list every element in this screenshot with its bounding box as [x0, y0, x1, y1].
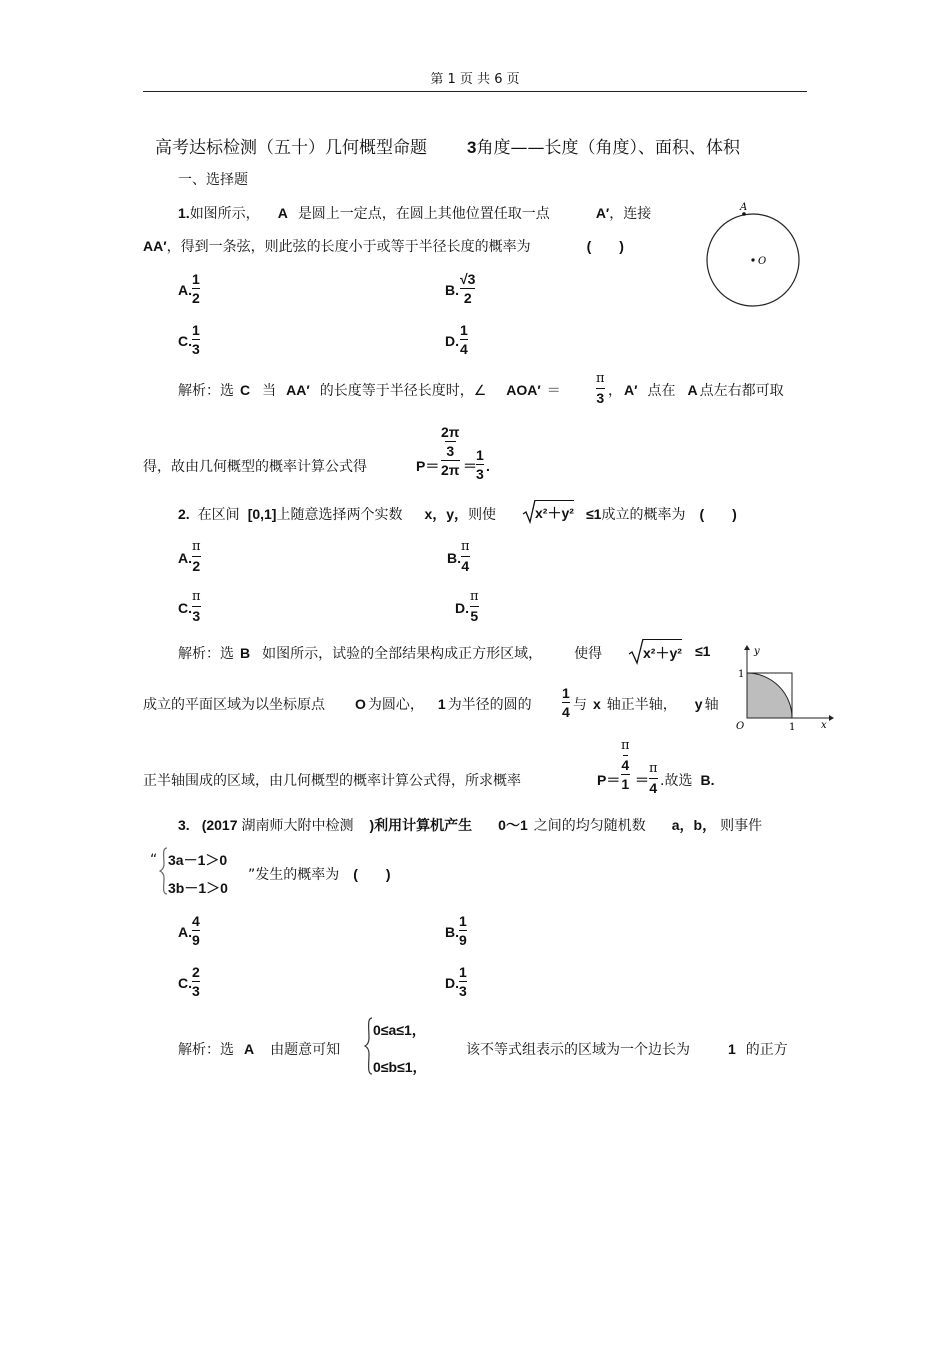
q1-sol-text-e: 点左右都可取: [699, 383, 784, 399]
q2-sol2-o: O: [355, 696, 366, 712]
q1-option-c-label: C.: [178, 333, 192, 349]
title-right: 角度——长度（角度）、面积、体积: [476, 138, 740, 158]
page-number-label: 第 1 页 共 6 页: [430, 72, 520, 87]
q1-sol2-1: 1: [476, 447, 484, 463]
q1-option-d-label: D.: [445, 333, 459, 349]
q1-sol2-p: P＝: [416, 458, 440, 474]
q1-option-a-frac: [192, 271, 200, 306]
q2-sol3-text-b: .故选: [660, 773, 693, 789]
q3-option-a-frac: [192, 913, 200, 948]
q2-sol2-quarter-frac: [562, 685, 570, 720]
x-axis-arrow: [829, 715, 834, 721]
q1-option-b-label: B.: [445, 282, 459, 298]
q1-option-b-frac: [460, 271, 475, 306]
q3-line1: [178, 815, 762, 835]
q2-sol2-y: y: [694, 696, 703, 712]
q2-sol-choice: B: [240, 645, 251, 661]
q2-number: 2.: [178, 506, 190, 522]
q2-sol3-4: 4: [621, 757, 630, 773]
q1-d-den: 4: [460, 341, 468, 357]
q3-text-a: 之间的均匀随机数: [533, 818, 646, 834]
q2-text-d: 成立的概率为: [601, 507, 686, 523]
q1-c-den: 3: [192, 341, 200, 357]
q2-sol2-text-d: 与: [573, 697, 587, 713]
q3-src-year: (2017: [201, 817, 238, 833]
q3-sol-ineq-2: 0≤b≤1，: [373, 1059, 427, 1075]
q2-le1: ≤1: [586, 506, 602, 522]
q2-solution-line2-end: [573, 694, 719, 714]
section-heading: 一、选择题: [178, 172, 248, 188]
q2-sol2-text-a: 成立的平面区域为以坐标原点: [143, 697, 325, 713]
q2-line1: [178, 504, 496, 524]
q2-c-num: π: [192, 589, 201, 604]
q2-paren: ( ): [699, 506, 737, 522]
origin-label: O: [736, 721, 745, 732]
q1-sol-comma: ，: [608, 383, 622, 399]
q1-option-d-frac: [460, 322, 468, 357]
q2-quarter-circle-figure: [733, 642, 837, 738]
point-a-label: A: [740, 202, 748, 213]
q3-text-c: ”发生的概率为: [248, 867, 340, 883]
q2-option-b-label: B.: [447, 550, 461, 566]
q1-sol-text-a: 解析：选: [178, 383, 234, 399]
q1-sol-text-c: 的长度等于半径长度时，∠: [319, 383, 487, 399]
q3-b-num: 1: [459, 913, 467, 929]
q3-sol-text-b: 由题意可知: [270, 1042, 341, 1058]
q3-ineq-1: 3a－1＞0: [168, 852, 228, 868]
q3-a-num: 4: [192, 913, 200, 929]
q2-option-d-frac: [470, 589, 479, 624]
q3-src-end: )利用计算机产生: [369, 817, 473, 833]
q2-solution-line2: [143, 694, 532, 714]
q1-line2: [143, 236, 624, 256]
q1-sol-aoa: AOA′: [506, 382, 541, 398]
q2-sol3-complex-frac: [621, 738, 630, 792]
q3-sol-text-c: 该不等式组表示的区域为一个边长为: [466, 1042, 690, 1058]
q2-solution-line3: 正半轴围成的区域，由几何概型的概率计算公式得，所求概率: [143, 773, 521, 789]
q2-a-den: 2: [192, 558, 201, 574]
q2-sol3-pi2: π: [649, 761, 658, 776]
shaded-quarter-disk: [747, 673, 792, 718]
q3-option-b-label: B.: [445, 924, 459, 940]
q2-sol2-f1: 1: [562, 685, 570, 701]
q3-sol-choice: A: [244, 1041, 255, 1057]
x-tick-1: 1: [789, 722, 796, 733]
q3-c-num: 2: [192, 964, 200, 980]
header-rule: [143, 91, 807, 92]
q1-sol2-eq: ＝: [463, 458, 477, 474]
q3-option-c-label: C.: [178, 975, 192, 991]
q2-option-c-frac: [192, 589, 201, 624]
q1-sol-eq: ＝: [546, 383, 561, 399]
q3-option-b-frac: [459, 913, 467, 948]
q3-paren: ( ): [353, 866, 391, 882]
q1-b-den: 2: [463, 290, 472, 306]
q2-sol-text-a: 解析：选: [178, 646, 234, 662]
q1-sol-aap: AA′: [286, 382, 310, 398]
q3-src-school: 湖南师大附中检测: [241, 818, 354, 834]
q1-sol2-result-frac: [476, 447, 484, 482]
q3-ineq-2: 3b－1＞0: [168, 880, 228, 896]
q2-b-num: π: [461, 539, 470, 554]
q2-interval: [0,1]: [247, 506, 277, 522]
q3-left-quote: “: [150, 852, 158, 868]
q2-d-num: π: [470, 589, 479, 604]
q2-text-b: 上随意选择两个实数: [276, 507, 403, 523]
q1-sol2-dot: .: [486, 458, 490, 474]
q1-option-c-frac: [192, 322, 200, 357]
q1-solution-line1-end: [608, 380, 784, 400]
q2-sol2-text-f: 轴: [704, 697, 719, 713]
q2-c-den: 3: [192, 608, 201, 624]
q1-sol2-3: 3: [446, 443, 455, 459]
q1-paren: ( ): [586, 238, 624, 254]
q3-solution-line1-end: [466, 1039, 788, 1059]
q2-option-d-label: D.: [455, 600, 469, 616]
q2-d-den: 5: [470, 608, 479, 624]
q2-sol3-pi: π: [621, 738, 630, 753]
q3-option-a-label: A.: [178, 924, 192, 940]
q1-var-a: A: [277, 205, 288, 221]
q3-b-den: 9: [459, 932, 467, 948]
q2-sol-le: ≤1: [695, 643, 711, 659]
q1-a-num: 1: [192, 271, 200, 287]
q1-sol-text-d: 点在: [647, 383, 676, 399]
q1-text-d: ，得到一条弦，则此弦的长度小于或等于半径长度的概率为: [166, 239, 531, 255]
q1-sol2-3b: 3: [476, 466, 484, 482]
q2-sol3-4b: 4: [649, 780, 658, 796]
q2-sol2-x: x: [593, 696, 601, 712]
q1-var-aap: AA′: [143, 238, 167, 254]
q2-sol3-p: P＝: [597, 772, 621, 788]
q2-sol3-answer: B.: [700, 772, 715, 788]
q1-text-b: 是圆上一定点，在圆上其他位置任取一点: [297, 206, 550, 222]
q1-text-a: 如图所示，: [189, 206, 260, 222]
q3-d-num: 1: [459, 964, 467, 980]
q3-line2-end: [248, 864, 391, 884]
q1-line1: [178, 203, 651, 223]
q1-sol-a: A: [687, 382, 698, 398]
q2-line1-end: [586, 504, 737, 524]
q3-sol-text-d: 的正方: [745, 1042, 788, 1058]
q2-sol2-1: 1: [437, 696, 446, 712]
q2-sol3-result-frac: [649, 761, 658, 796]
document-title: [155, 133, 740, 158]
q3-sol-ineq-1: 0≤a≤1，: [373, 1022, 426, 1038]
q1-sol2-den: 2π: [441, 462, 460, 478]
q2-sol-text-c: 使得: [574, 646, 603, 662]
q2-sol3-1: 1: [621, 776, 630, 792]
q2-sol2-text-e: 轴正半轴，: [606, 697, 677, 713]
q3-range: 0～1: [498, 817, 528, 833]
q3-d-den: 3: [459, 983, 467, 999]
q1-option-a-label: A.: [178, 282, 192, 298]
q1-number: 1.: [178, 205, 190, 221]
q1-b-num: √3: [460, 271, 476, 287]
q1-circle-figure: [700, 198, 805, 310]
q3-solution-line1: [178, 1039, 340, 1059]
q1-sol-3: 3: [596, 390, 605, 406]
y-axis-arrow: [744, 645, 750, 650]
q3-text-b: 则事件: [720, 818, 763, 834]
q2-text-a: 在区间: [197, 507, 240, 523]
q3-option-d-frac: [459, 964, 467, 999]
q2-text-c: 则使: [468, 507, 497, 523]
q3-c-den: 3: [192, 983, 200, 999]
q2-sol3-eq: ＝: [635, 772, 649, 788]
q2-sol2-text-c: 为半径的圆的: [447, 697, 532, 713]
q3-sol-1: 1: [728, 1041, 736, 1057]
q1-var-ap: A′: [595, 205, 610, 221]
q1-d-num: 1: [460, 322, 468, 338]
title-num: 3: [467, 138, 477, 157]
q2-sol2-f4: 4: [562, 704, 570, 720]
q2-sol3-end: [660, 770, 714, 790]
q1-sol-text-b: 当: [262, 383, 277, 399]
q1-sol-choice: C: [240, 382, 251, 398]
q1-sol-ap: A′: [624, 382, 638, 398]
q2-option-c-label: C.: [178, 600, 192, 616]
q2-option-a-frac: [192, 539, 201, 574]
q3-option-d-label: D.: [445, 975, 459, 991]
y-axis-label: y: [754, 646, 760, 657]
q3-option-c-frac: [192, 964, 200, 999]
q2-a-num: π: [192, 539, 201, 554]
y-tick-1: 1: [738, 669, 745, 680]
q2-radicand: x²＋y²: [535, 500, 574, 523]
q3-number: 3.: [178, 817, 190, 833]
q2-sol-text-b: 如图所示，试验的全部结果构成正方形区域，: [262, 646, 543, 662]
q1-sol2-2pi: 2π: [441, 424, 460, 440]
q1-solution-line1: [178, 380, 561, 400]
q2-sqrt-sign: [522, 498, 536, 524]
q1-solution-line2: 得，故由几何概型的概率计算公式得: [143, 459, 367, 475]
q3-sol-text-a: 解析：选: [178, 1042, 234, 1058]
center-o-label: O: [758, 256, 767, 267]
q3-a-den: 9: [192, 932, 200, 948]
q2-b-den: 4: [461, 558, 470, 574]
title-left: 高考达标检测（五十）几何概型命题: [155, 138, 427, 158]
q2-solution-line1: [178, 643, 602, 663]
q2-option-b-frac: [461, 539, 470, 574]
x-axis-label: x: [821, 720, 827, 731]
q1-sol2-complex-frac: [441, 424, 460, 478]
q1-c-num: 1: [192, 322, 200, 338]
q1-a-den: 2: [192, 290, 200, 306]
q1-sol-pi: π: [596, 371, 605, 386]
q2-vars: x，y，: [424, 506, 469, 522]
q2-sol2-text-b: 为圆心，: [367, 697, 424, 713]
q2-sol-radicand: x²＋y²: [643, 639, 682, 663]
q1-text-c: ，连接: [609, 206, 652, 222]
center-o-dot: [751, 258, 754, 261]
q2-option-a-label: A.: [178, 550, 192, 566]
q3-vars: a，b，: [671, 817, 717, 833]
q2-sol-sqrt-sign: [628, 637, 644, 665]
q1-sol-angle-frac: [596, 371, 605, 406]
